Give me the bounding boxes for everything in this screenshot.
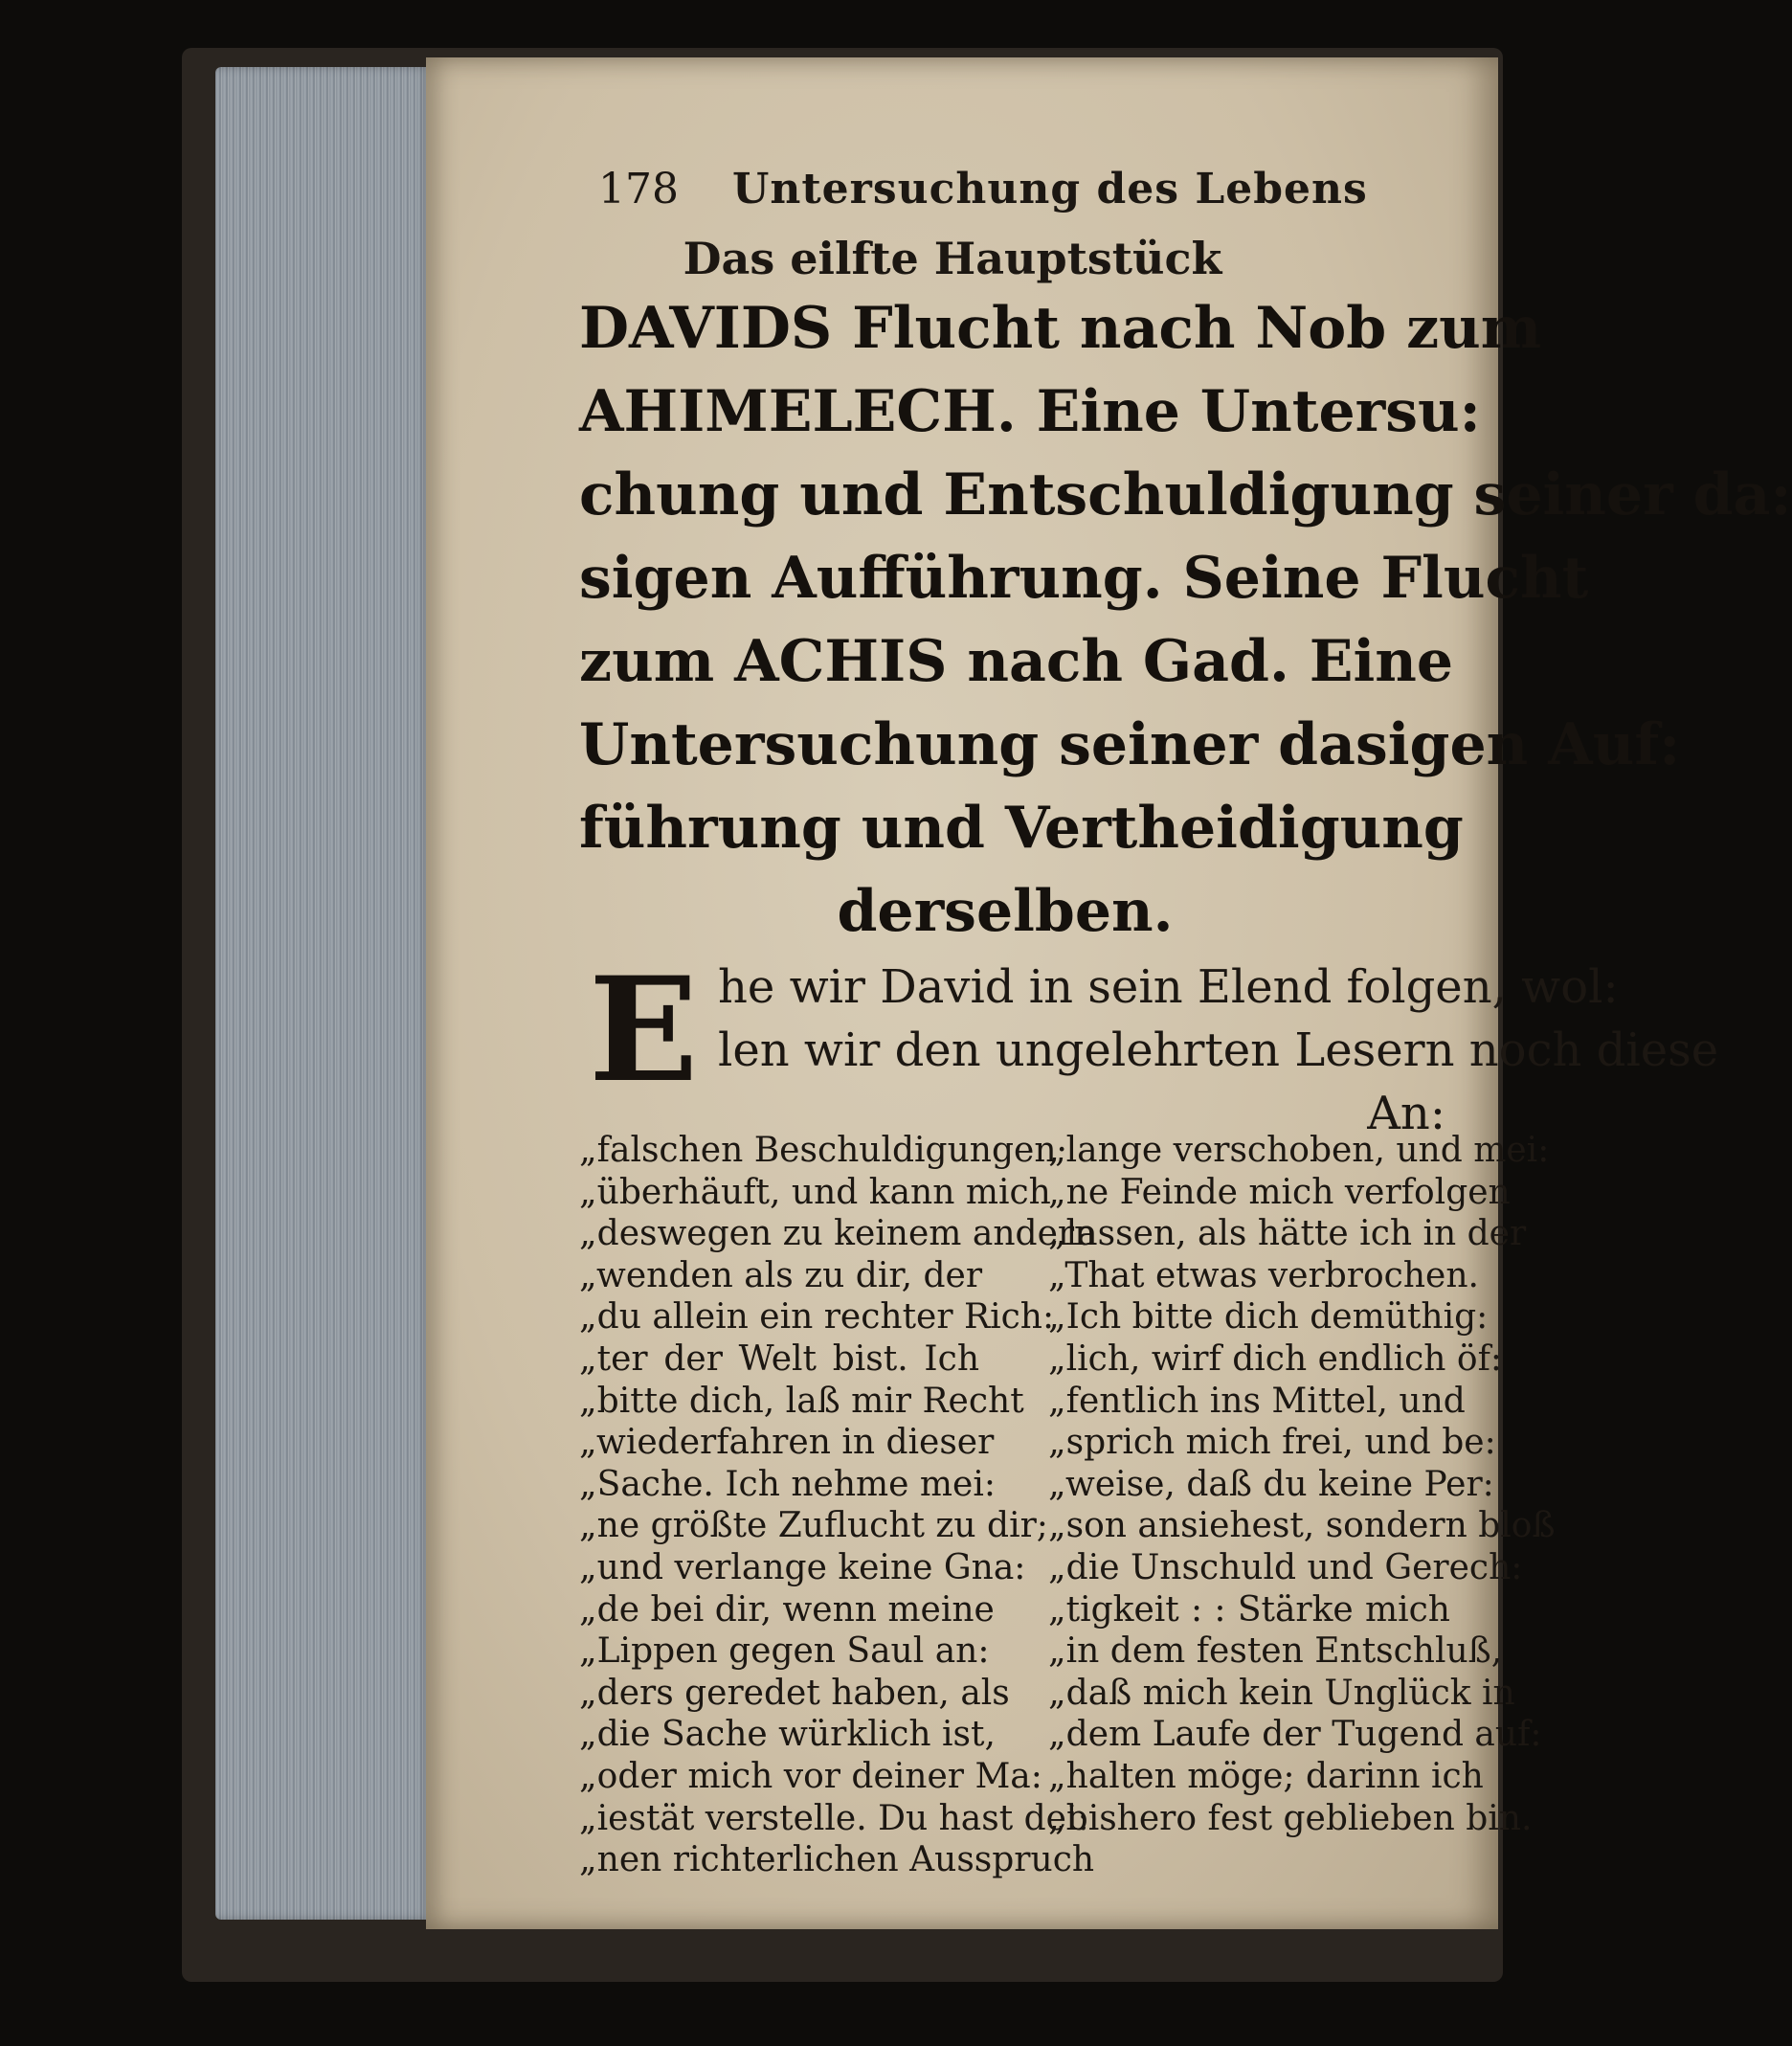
text-line: „That etwas verbrochen. (1048, 1255, 1479, 1295)
text-line: „ne größte Zuflucht zu dir; (579, 1506, 1048, 1546)
text-line: „falschen Beschuldigungen· (579, 1131, 1067, 1170)
text-line: „daß mich kein Unglück in (1048, 1673, 1515, 1713)
summary-line: Untersuchung seiner dasigen Auf: (579, 711, 1681, 778)
text-line: „Lippen gegen Saul an: (579, 1631, 990, 1672)
intro-line: he wir David in sein Elend folgen, wol: (718, 960, 1619, 1014)
text-line: „bishero fest geblieben bin. (1048, 1798, 1533, 1838)
text-line: „nen richterlichen Ausspruch (579, 1840, 1095, 1880)
summary-line: DAVIDS Flucht nach Nob zum (579, 295, 1542, 362)
left-column (579, 1130, 1097, 1881)
summary-line: AHIMELECH. Eine Untersu: (579, 378, 1481, 445)
text-line: „ter der Welt bist. Ich (579, 1338, 979, 1379)
text-line: „iestät verstelle. Du hast dei: (579, 1798, 1089, 1838)
text-line: „tigkeit : : Stärke mich (1048, 1589, 1450, 1630)
text-line: „und verlange keine Gna: (579, 1547, 1026, 1587)
text-line: „wenden als zu dir, der (579, 1255, 983, 1295)
text-line: „oder mich vor deiner Ma: (579, 1756, 1042, 1796)
book-page (426, 57, 1792, 1929)
text-line: „bitte dich, laß mir Recht (579, 1381, 1024, 1421)
intro-line: len wir den ungelehrten Lesern noch diese (718, 1023, 1719, 1077)
text-line: „halten möge; darinn ich (1048, 1756, 1484, 1796)
text-line: „die Sache würklich ist, (579, 1715, 996, 1755)
text-line: „son ansiehest, sondern bloß (1048, 1506, 1556, 1546)
text-line: „weise, daß du keine Per: (1048, 1464, 1494, 1504)
running-head-title: Untersuchung des Lebens (732, 165, 1368, 214)
text-line: „wiederfahren in dieser (579, 1423, 995, 1463)
text-line: „lassen, als hätte ich in der (1048, 1214, 1527, 1254)
text-line: „sprich mich frei, und be: (1048, 1423, 1496, 1463)
text-line: „ders geredet haben, als (579, 1673, 1010, 1713)
right-column (1048, 1130, 1556, 1839)
summary-line: führung und Vertheidigung (579, 795, 1464, 862)
text-line: „die Unschuld und Gerech: (1048, 1547, 1523, 1587)
summary-line: derselben. (837, 878, 1174, 945)
text-line: „lange verschoben, und mei: (1048, 1131, 1550, 1170)
chapter-summary (579, 287, 1792, 954)
running-head (598, 165, 1383, 222)
drop-cap: E (589, 946, 699, 1114)
text-line: „deswegen zu keinem andern (579, 1214, 1097, 1254)
page-number: 178 (598, 165, 679, 214)
text-line: „dem Laufe der Tugend auf: (1048, 1715, 1542, 1755)
text-line: „du allein ein rechter Rich: (579, 1297, 1055, 1338)
text-line: „in dem festen Entschluß, (1048, 1631, 1503, 1672)
text-line: „Ich bitte dich demüthig: (1048, 1297, 1489, 1338)
text-line: „überhäuft, und kann mich (579, 1172, 1051, 1212)
page-edges (215, 67, 431, 1920)
chapter-title: Das eilfte Hauptstück (683, 233, 1222, 284)
text-line: „Sache. Ich nehme mei: (579, 1464, 996, 1504)
catchword: An: (1367, 1087, 1445, 1140)
text-line: „de bei dir, wenn meine (579, 1589, 995, 1630)
text-line: „fentlich ins Mittel, und (1048, 1381, 1466, 1421)
summary-line: sigen Aufführung. Seine Flucht (579, 545, 1589, 612)
summary-line: chung und Entschuldigung seiner da: (579, 461, 1792, 528)
text-line: „lich, wirf dich endlich öf: (1048, 1338, 1503, 1379)
text-line: „ne Feinde mich verfolgen (1048, 1172, 1511, 1212)
summary-line: zum ACHIS nach Gad. Eine (579, 628, 1454, 695)
